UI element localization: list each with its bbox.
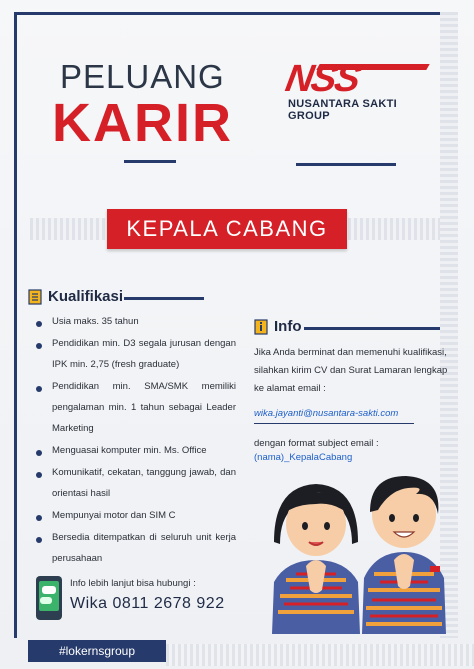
bottom-stripes <box>166 644 474 666</box>
bullet-icon <box>36 450 42 456</box>
bullet-icon <box>36 343 42 349</box>
phone-chat-icon <box>36 576 62 620</box>
email-underline <box>254 423 414 424</box>
list-item: Pendidikan min. SMA/SMK memiliki pengalaman min. 1 tahun sebagai Leader Marketing <box>36 381 236 439</box>
list-item: Bersedia ditempatkan di seluruh unit kerja perusahaan <box>36 532 236 569</box>
list-item: Menguasai komputer min. Ms. Office <box>36 445 236 461</box>
list-item: Usia maks. 35 tahun <box>36 316 236 332</box>
contact-email[interactable]: wika.jayanti@nusantara-sakti.com <box>254 408 399 419</box>
subject-label: dengan format subject email : <box>254 438 379 449</box>
info-box <box>254 344 450 463</box>
qualifications-list <box>36 316 236 575</box>
subject-value: (nama)_KepalaCabang <box>254 452 353 463</box>
list-item: Pendidikan min. D3 segala jurusan dengan IPK min. 2,75 (fresh graduate) <box>36 338 236 375</box>
company-logo <box>278 58 438 122</box>
banner-stripes-right <box>348 218 440 240</box>
contact-number[interactable]: Wika 0811 2678 922 <box>70 595 225 612</box>
hashtag-bar: #lokernsgroup <box>28 640 166 662</box>
qualifications-header <box>28 288 123 305</box>
info-text: Jika Anda berminat dan memenuhi kualifikasi, silahkan kirim CV dan Surat Lamaran lengkap ke alamat email : <box>254 347 448 394</box>
list-item: Komunikatif, cekatan, tanggung jawab, dan orientasi hasil <box>36 467 236 504</box>
logo-mark: NSS <box>282 58 362 100</box>
title-line2: KARIR <box>52 93 233 153</box>
info-icon <box>254 319 268 335</box>
mascot-illustration <box>266 462 456 634</box>
title-line1: PELUANG <box>60 58 225 95</box>
title-divider <box>124 160 176 163</box>
bullet-icon <box>36 515 42 521</box>
qualifications-divider <box>124 297 204 300</box>
bullet-icon <box>36 386 42 392</box>
info-title: Info <box>274 318 302 335</box>
mascot-girl <box>272 484 360 634</box>
info-header <box>254 318 302 335</box>
bullet-icon <box>36 321 42 327</box>
info-divider <box>304 327 440 330</box>
logo-divider <box>296 163 396 166</box>
banner-stripes-left <box>30 218 106 240</box>
qualifications-title: Kualifikasi <box>48 288 124 305</box>
chat-bubble-icon <box>42 586 56 594</box>
list-item: Mempunyai motor dan SIM C <box>36 510 236 526</box>
list-icon <box>28 289 42 305</box>
chat-bubble-icon <box>40 597 52 604</box>
contact-label: Info lebih lanjut bisa hubungi : <box>70 578 196 589</box>
mascot-boy <box>362 476 446 634</box>
position-banner: KEPALA CABANG <box>107 209 347 249</box>
company-name: NUSANTARA SAKTI GROUP <box>288 98 397 122</box>
bullet-icon <box>36 537 42 543</box>
bullet-icon <box>36 472 42 478</box>
